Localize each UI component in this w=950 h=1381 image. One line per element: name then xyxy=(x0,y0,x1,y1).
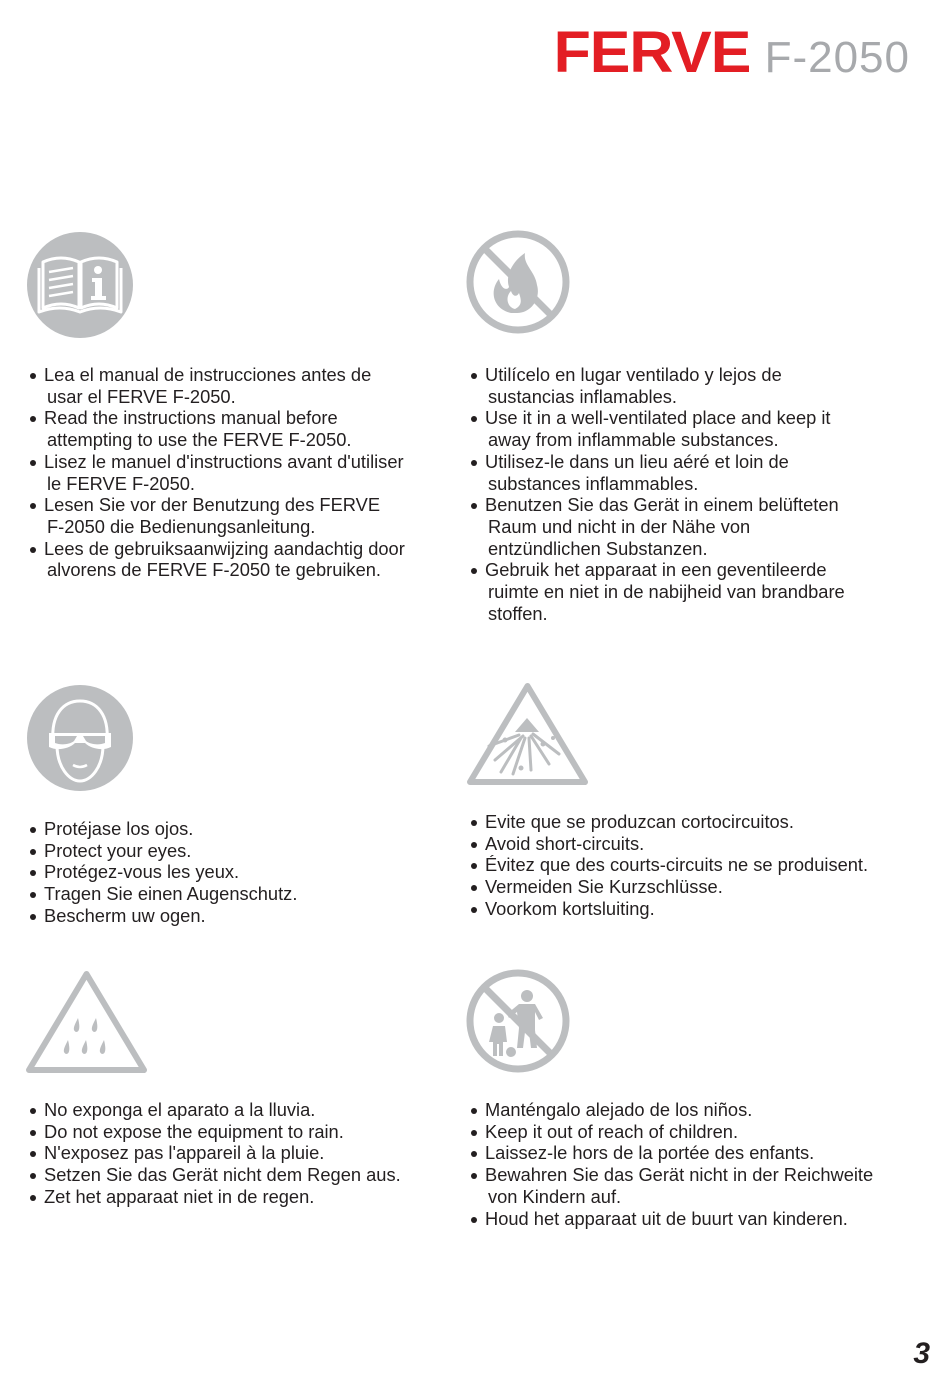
list-item: Houd het apparaat uit de buurt van kinderen. xyxy=(469,1208,919,1230)
list-item: Lisez le manuel d'instructions avant d'utiliser le FERVE F-2050. xyxy=(28,451,448,494)
list-item: Manténgalo alejado de los niños. xyxy=(469,1099,919,1121)
brand-logo: FERVE xyxy=(553,20,751,85)
section-children xyxy=(469,1099,919,1229)
list-item: Bewahren Sie das Gerät nicht in der Reichweite von Kindern auf. xyxy=(469,1164,919,1207)
eye-protection-icon xyxy=(27,685,133,791)
section-ventilation xyxy=(469,364,909,624)
list-item: Benutzen Sie das Gerät in einem belüfteten Raum und nicht in der Nähe von entzündlichen Substanzen. xyxy=(469,494,909,559)
model-name: F-2050 xyxy=(764,33,910,82)
list-item: Evite que se produzcan cortocircuitos. xyxy=(469,811,919,833)
rain-warning-icon xyxy=(24,968,149,1076)
read-manual-icon xyxy=(27,232,133,338)
list-item: Keep it out of reach of children. xyxy=(469,1121,919,1143)
list-item: Read the instructions manual before attempting to use the FERVE F-2050. xyxy=(28,407,448,450)
keep-away-from-children-icon xyxy=(465,968,571,1074)
list-item: N'exposez pas l'appareil à la pluie. xyxy=(28,1142,448,1164)
page-number: 3 xyxy=(913,1337,930,1370)
list-item: Use it in a well-ventilated place and keep it away from inflammable substances. xyxy=(469,407,909,450)
section-rain xyxy=(28,1099,448,1208)
list-item: Lees de gebruiksaanwijzing aandachtig door alvorens de FERVE F-2050 te gebruiken. xyxy=(28,538,448,581)
list-item: Voorkom kortsluiting. xyxy=(469,898,919,920)
list-item: Laissez-le hors de la portée des enfants. xyxy=(469,1142,919,1164)
list-item: Zet het apparaat niet in de regen. xyxy=(28,1186,448,1208)
list-item: Protégez-vous les yeux. xyxy=(28,861,448,883)
list-item: Protéjase los ojos. xyxy=(28,818,448,840)
brand-header xyxy=(553,20,910,85)
list-item: Gebruik het apparaat in een geventileerde ruimte en niet in de nabijheid van brandbare stoffen. xyxy=(469,559,909,624)
section-read-manual xyxy=(28,364,448,581)
list-item: Utilisez-le dans un lieu aéré et loin de substances inflammables. xyxy=(469,451,909,494)
no-flames-icon xyxy=(465,229,571,335)
list-item: Avoid short-circuits. xyxy=(469,833,919,855)
section-eye-protection xyxy=(28,818,448,927)
list-item: Setzen Sie das Gerät nicht dem Regen aus. xyxy=(28,1164,448,1186)
section-short-circuit xyxy=(469,811,919,920)
list-item: Évitez que des courts-circuits ne se produisent. xyxy=(469,854,919,876)
list-item: Bescherm uw ogen. xyxy=(28,905,448,927)
list-item: Utilícelo en lugar ventilado y lejos de sustancias inflamables. xyxy=(469,364,909,407)
list-item: Lesen Sie vor der Benutzung des FERVE F-2050 die Bedienungsanleitung. xyxy=(28,494,448,537)
list-item: Lea el manual de instrucciones antes de usar el FERVE F-2050. xyxy=(28,364,448,407)
list-item: Do not expose the equipment to rain. xyxy=(28,1121,448,1143)
list-item: Protect your eyes. xyxy=(28,840,448,862)
list-item: Tragen Sie einen Augenschutz. xyxy=(28,883,448,905)
list-item: Vermeiden Sie Kurzschlüsse. xyxy=(469,876,919,898)
list-item: No exponga el aparato a la lluvia. xyxy=(28,1099,448,1121)
short-circuit-warning-icon xyxy=(465,680,590,788)
